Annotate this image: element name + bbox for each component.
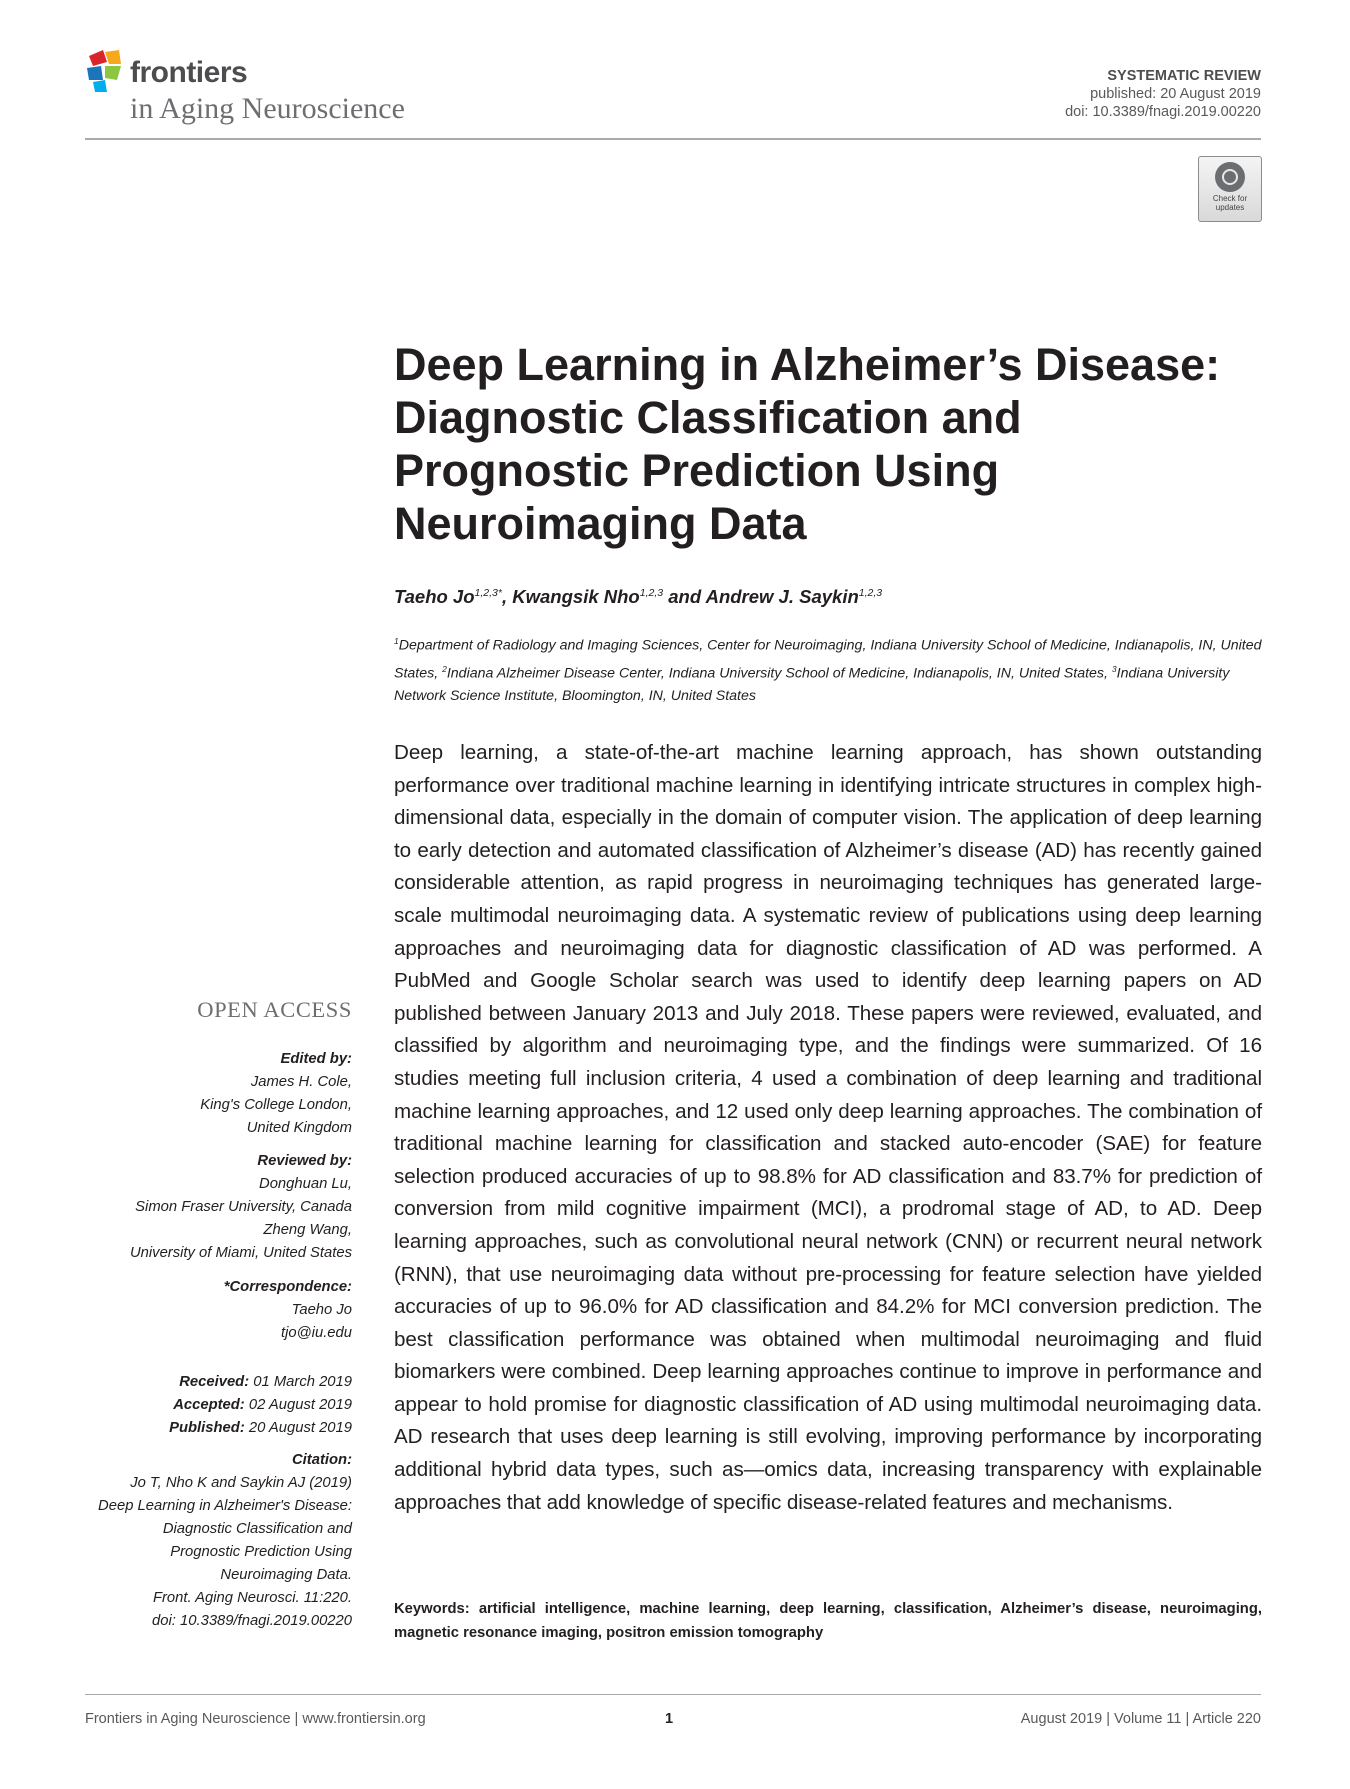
affiliation-text: Indiana Alzheimer Disease Center, Indiana University School of Medicine, Indianapolis, IN, United States, [446, 665, 1112, 682]
footer-issue: August 2019 | Volume 11 | Article 220 [1020, 1711, 1261, 1727]
reviewer-line: Simon Fraser University, Canada [135, 1199, 352, 1215]
author-list: Taeho $Jo^{1,2,3*}$, Kwangsik Nho$^{1,2,3}$ and Andrew J. Saykin$^{1,2,3}$ [394, 586, 883, 607]
page-number: 1 [665, 1711, 674, 1727]
article-title: Deep Learning in Alzheimer’s Disease: Diagnostic Classification and Prognostic Prediction Using Neuroimaging Data [394, 339, 1221, 549]
reviewed-by [60, 1150, 352, 1265]
author-name[interactable]: Kwangsik Nho [512, 586, 640, 607]
edited-by [60, 1048, 352, 1140]
open-access-label: OPEN ACCESS [197, 997, 352, 1022]
frontiers-logo-icon [85, 48, 125, 94]
affiliation-number: 2 [442, 663, 447, 674]
affiliations [394, 630, 1264, 708]
editor-line: United Kingdom [246, 1120, 352, 1136]
check-for-updates-icon [1215, 162, 1245, 192]
received-date: Received: 01 March 2019 [179, 1374, 352, 1390]
keywords-text: artificial intelligence, machine learning, deep learning, classification, Alzheimer’s disease, neuroimaging, magnetic resonance imaging, positron emission tomography [394, 1601, 1262, 1641]
reviewed-by-label: Reviewed by: [257, 1153, 352, 1169]
reviewer-line: Zheng Wang, [263, 1222, 352, 1238]
citation-line: Jo T, Nho K and Saykin AJ (2019) [130, 1475, 352, 1491]
header-divider [85, 138, 1261, 140]
affiliation-number: 1 [394, 636, 399, 646]
reviewer-line: Donghuan Lu, [259, 1176, 352, 1192]
author-affiliation-marker: 1,2,3* [474, 586, 502, 599]
abstract: Deep learning, a state-of-the-art machine learning approach, has shown outstanding performance over traditional machine learning in identifying intricate structures in complex high-dimensional data, especially in the domain of computer vision. The application of deep learning to early detection and automated classification of Alzheimer’s disease (AD) has recently gained considerable attention, as rapid progress in neuroimaging techniques has generated large-scale multimodal neuroimaging data. A systematic review of publications using deep learning approaches and neuroimaging data for diagnostic classification of AD was performed. A PubMed and Google Scholar search was used to identify deep learning papers on AD published between January 2013 and July 2018. These papers were reviewed, evaluated, and classified by algorithm and neuroimaging type, and the findings were summarized. Of 16 studies meeting full inclusion criteria, 4 used a combination of deep learning and traditional machine learning approaches, and 12 used only deep learning approaches. The combination of traditional machine learning for classification and stacked auto-encoder (SAE) for feature selection produced accuracies of up to 98.8% for AD classification and 83.7% for prediction of conversion from mild cognitive impairment (MCI), a prodromal stage of AD, to AD. Deep learning approaches, such as convolutional neural network (CNN) or recurrent neural network (RNN), that use neuroimaging data without pre-processing for feature selection have yielded accuracies of up to 96.0% for AD classification and 84.2% for MCI conversion prediction. The best classification performance was obtained when multimodal neuroimaging and fluid biomarkers were combined. Deep learning approaches continue to improve in performance and appear to hold promise for diagnostic classification of AD using multimodal neuroimaging data. AD research that uses deep learning is still evolving, improving performance by incorporating additional hybrid data types, such as—omics data, increasing transparency with explainable approaches that add knowledge of specific disease-related features and mechanisms. [394, 741, 1262, 1514]
check-for-updates-button[interactable] [1198, 156, 1262, 222]
edited-by-label: Edited by: [280, 1051, 352, 1067]
correspondence [60, 1276, 352, 1345]
article-dates [60, 1371, 352, 1440]
footer-divider [85, 1694, 1261, 1695]
keywords-label: Keywords: [394, 1601, 470, 1617]
article-meta [1065, 67, 1261, 121]
journal-name: in Aging Neuroscience [130, 92, 405, 125]
correspondence-name: Taeho Jo [291, 1302, 352, 1318]
keywords [394, 1597, 1262, 1645]
editor-line: James H. Cole, [250, 1074, 352, 1090]
citation [60, 1449, 352, 1633]
author-name[interactable]: Taeho Jo [394, 586, 475, 607]
accepted-date: Accepted: 02 August 2019 [173, 1397, 352, 1413]
citation-line: Prognostic Prediction Using [170, 1544, 352, 1560]
citation-line: Diagnostic Classification and [162, 1521, 352, 1537]
citation-line: Neuroimaging Data. [220, 1567, 352, 1583]
citation-line: Front. Aging Neurosci. 11:220. [152, 1590, 352, 1606]
article-type: SYSTEMATIC REVIEW [1107, 68, 1261, 84]
citation-doi[interactable]: doi: 10.3389/fnagi.2019.00220 [152, 1613, 352, 1629]
check-updates-text: Check for [1212, 194, 1248, 203]
author-name[interactable]: Andrew J. Saykin [705, 586, 859, 607]
correspondence-email[interactable]: tjo@iu.edu [281, 1325, 352, 1341]
footer-journal[interactable]: Frontiers in Aging Neuroscience | www.frontiersin.org [85, 1711, 426, 1727]
citation-line: Deep Learning in Alzheimer's Disease: [98, 1498, 352, 1514]
affiliation-text: Department of Radiology and Imaging Sciences, Center for Neuroimaging, Indiana University School of Medicine, Indianapolis, IN, United States, [394, 637, 1262, 682]
check-updates-text: updates [1215, 203, 1245, 212]
publisher-name: frontiers [130, 56, 248, 89]
citation-label: Citation: [292, 1452, 352, 1468]
published-date-sidebar: Published: 20 August 2019 [169, 1420, 352, 1436]
doi[interactable]: doi: 10.3389/fnagi.2019.00220 [1065, 104, 1261, 120]
author-affiliation-marker: 1,2,3 [639, 586, 664, 599]
published-date: published: 20 August 2019 [1090, 86, 1261, 102]
reviewer-line: University of Miami, United States [129, 1245, 352, 1261]
correspondence-label: *Correspondence: [223, 1279, 352, 1295]
author-affiliation-marker: 1,2,3 [858, 586, 883, 599]
editor-line: King's College London, [200, 1097, 352, 1113]
affiliation-number: 3 [1111, 663, 1117, 674]
affiliation-text: Indiana University Network Science Institute, Bloomington, IN, United States [394, 665, 1230, 705]
